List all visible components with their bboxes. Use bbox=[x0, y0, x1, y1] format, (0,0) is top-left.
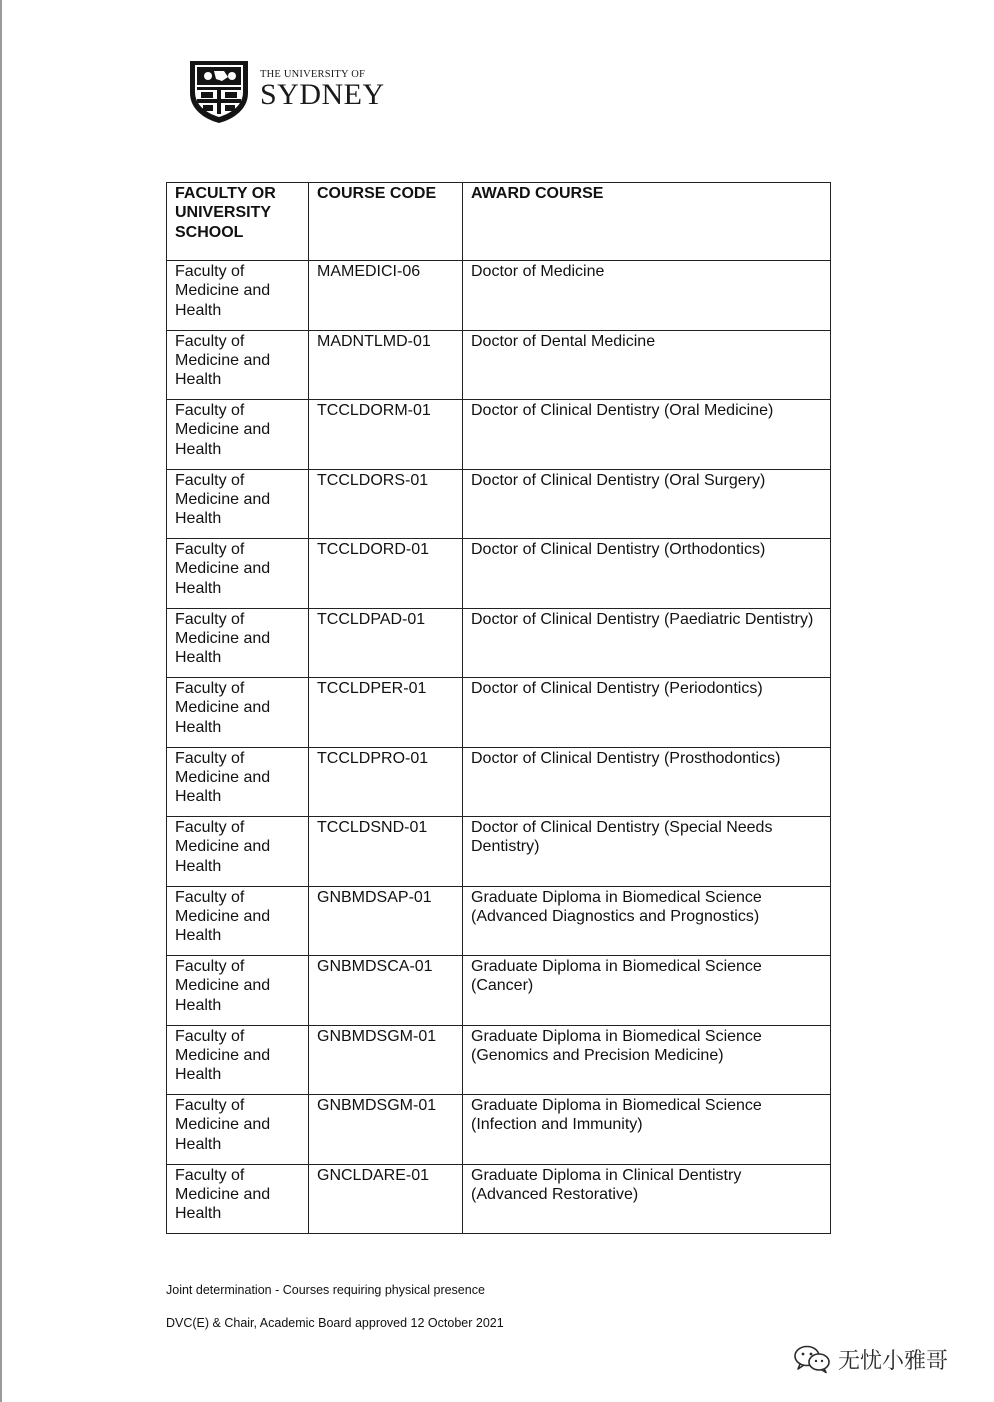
table-row bbox=[167, 1095, 831, 1165]
course-code-cell: TCCLDORS-01 bbox=[309, 469, 463, 539]
table-row bbox=[167, 956, 831, 1026]
faculty-cell: Faculty of Medicine and Health bbox=[167, 1164, 309, 1234]
watermark-text: 无忧小雅哥 bbox=[838, 1348, 949, 1374]
table-row bbox=[167, 400, 831, 470]
award-course-cell: Graduate Diploma in Biomedical Science (Cancer) bbox=[463, 956, 831, 1026]
header-faculty: FACULTY OR UNIVERSITY SCHOOL bbox=[167, 183, 309, 261]
faculty-cell: Faculty of Medicine and Health bbox=[167, 469, 309, 539]
course-code-cell: TCCLDORM-01 bbox=[309, 400, 463, 470]
faculty-cell: Faculty of Medicine and Health bbox=[167, 747, 309, 817]
table-header-row bbox=[167, 183, 831, 261]
award-course-cell: Graduate Diploma in Biomedical Science (Advanced Diagnostics and Prognostics) bbox=[463, 886, 831, 956]
university-wordmark bbox=[260, 69, 385, 109]
course-code-cell: TCCLDPRO-01 bbox=[309, 747, 463, 817]
award-course-cell: Graduate Diploma in Biomedical Science (Infection and Immunity) bbox=[463, 1095, 831, 1165]
award-course-cell: Graduate Diploma in Clinical Dentistry (Advanced Restorative) bbox=[463, 1164, 831, 1234]
table-row bbox=[167, 817, 831, 887]
award-course-cell: Doctor of Medicine bbox=[463, 261, 831, 331]
course-code-cell: MADNTLMD-01 bbox=[309, 330, 463, 400]
award-course-cell: Graduate Diploma in Biomedical Science (Genomics and Precision Medicine) bbox=[463, 1025, 831, 1095]
course-code-cell: TCCLDORD-01 bbox=[309, 539, 463, 609]
award-course-cell: Doctor of Clinical Dentistry (Oral Medicine) bbox=[463, 400, 831, 470]
table-row bbox=[167, 678, 831, 748]
award-course-cell: Doctor of Clinical Dentistry (Prosthodontics) bbox=[463, 747, 831, 817]
course-code-cell: MAMEDICI-06 bbox=[309, 261, 463, 331]
award-course-cell: Doctor of Clinical Dentistry (Paediatric Dentistry) bbox=[463, 608, 831, 678]
table-row bbox=[167, 1025, 831, 1095]
course-code-cell: GNBMDSCA-01 bbox=[309, 956, 463, 1026]
faculty-cell: Faculty of Medicine and Health bbox=[167, 539, 309, 609]
university-logo bbox=[188, 59, 388, 125]
faculty-cell: Faculty of Medicine and Health bbox=[167, 400, 309, 470]
table-row bbox=[167, 261, 831, 331]
award-course-cell: Doctor of Clinical Dentistry (Oral Surgery) bbox=[463, 469, 831, 539]
page-edge bbox=[0, 0, 2, 1402]
watermark bbox=[792, 1342, 948, 1376]
faculty-cell: Faculty of Medicine and Health bbox=[167, 886, 309, 956]
faculty-cell: Faculty of Medicine and Health bbox=[167, 608, 309, 678]
table-row bbox=[167, 469, 831, 539]
crest-icon bbox=[188, 59, 250, 125]
faculty-cell: Faculty of Medicine and Health bbox=[167, 1025, 309, 1095]
table-row bbox=[167, 330, 831, 400]
course-code-cell: GNBMDSAP-01 bbox=[309, 886, 463, 956]
faculty-cell: Faculty of Medicine and Health bbox=[167, 956, 309, 1026]
table-row bbox=[167, 1164, 831, 1234]
course-code-cell: TCCLDSND-01 bbox=[309, 817, 463, 887]
award-course-cell: Doctor of Clinical Dentistry (Periodontics) bbox=[463, 678, 831, 748]
courses-table bbox=[166, 182, 831, 1234]
footer-title: Joint determination - Courses requiring physical presence bbox=[166, 1283, 485, 1297]
award-course-cell: Doctor of Clinical Dentistry (Orthodontics) bbox=[463, 539, 831, 609]
course-code-cell: TCCLDPAD-01 bbox=[309, 608, 463, 678]
course-code-cell: GNBMDSGM-01 bbox=[309, 1025, 463, 1095]
table-row bbox=[167, 886, 831, 956]
faculty-cell: Faculty of Medicine and Health bbox=[167, 330, 309, 400]
faculty-cell: Faculty of Medicine and Health bbox=[167, 1095, 309, 1165]
header-award-course: AWARD COURSE bbox=[463, 183, 831, 261]
header-course-code: COURSE CODE bbox=[309, 183, 463, 261]
course-code-cell: GNCLDARE-01 bbox=[309, 1164, 463, 1234]
logo-line-2: SYDNEY bbox=[260, 78, 385, 111]
course-code-cell: TCCLDPER-01 bbox=[309, 678, 463, 748]
award-course-cell: Doctor of Clinical Dentistry (Special Needs Dentistry) bbox=[463, 817, 831, 887]
table-row bbox=[167, 539, 831, 609]
faculty-cell: Faculty of Medicine and Health bbox=[167, 261, 309, 331]
faculty-cell: Faculty of Medicine and Health bbox=[167, 678, 309, 748]
award-course-cell: Doctor of Dental Medicine bbox=[463, 330, 831, 400]
wechat-icon bbox=[792, 1344, 832, 1374]
logo-line-1: THE UNIVERSITY OF bbox=[260, 69, 366, 80]
table-row bbox=[167, 747, 831, 817]
table-row bbox=[167, 608, 831, 678]
course-code-cell: GNBMDSGM-01 bbox=[309, 1095, 463, 1165]
faculty-cell: Faculty of Medicine and Health bbox=[167, 817, 309, 887]
footer-approval: DVC(E) & Chair, Academic Board approved 12 October 2021 bbox=[166, 1316, 504, 1330]
